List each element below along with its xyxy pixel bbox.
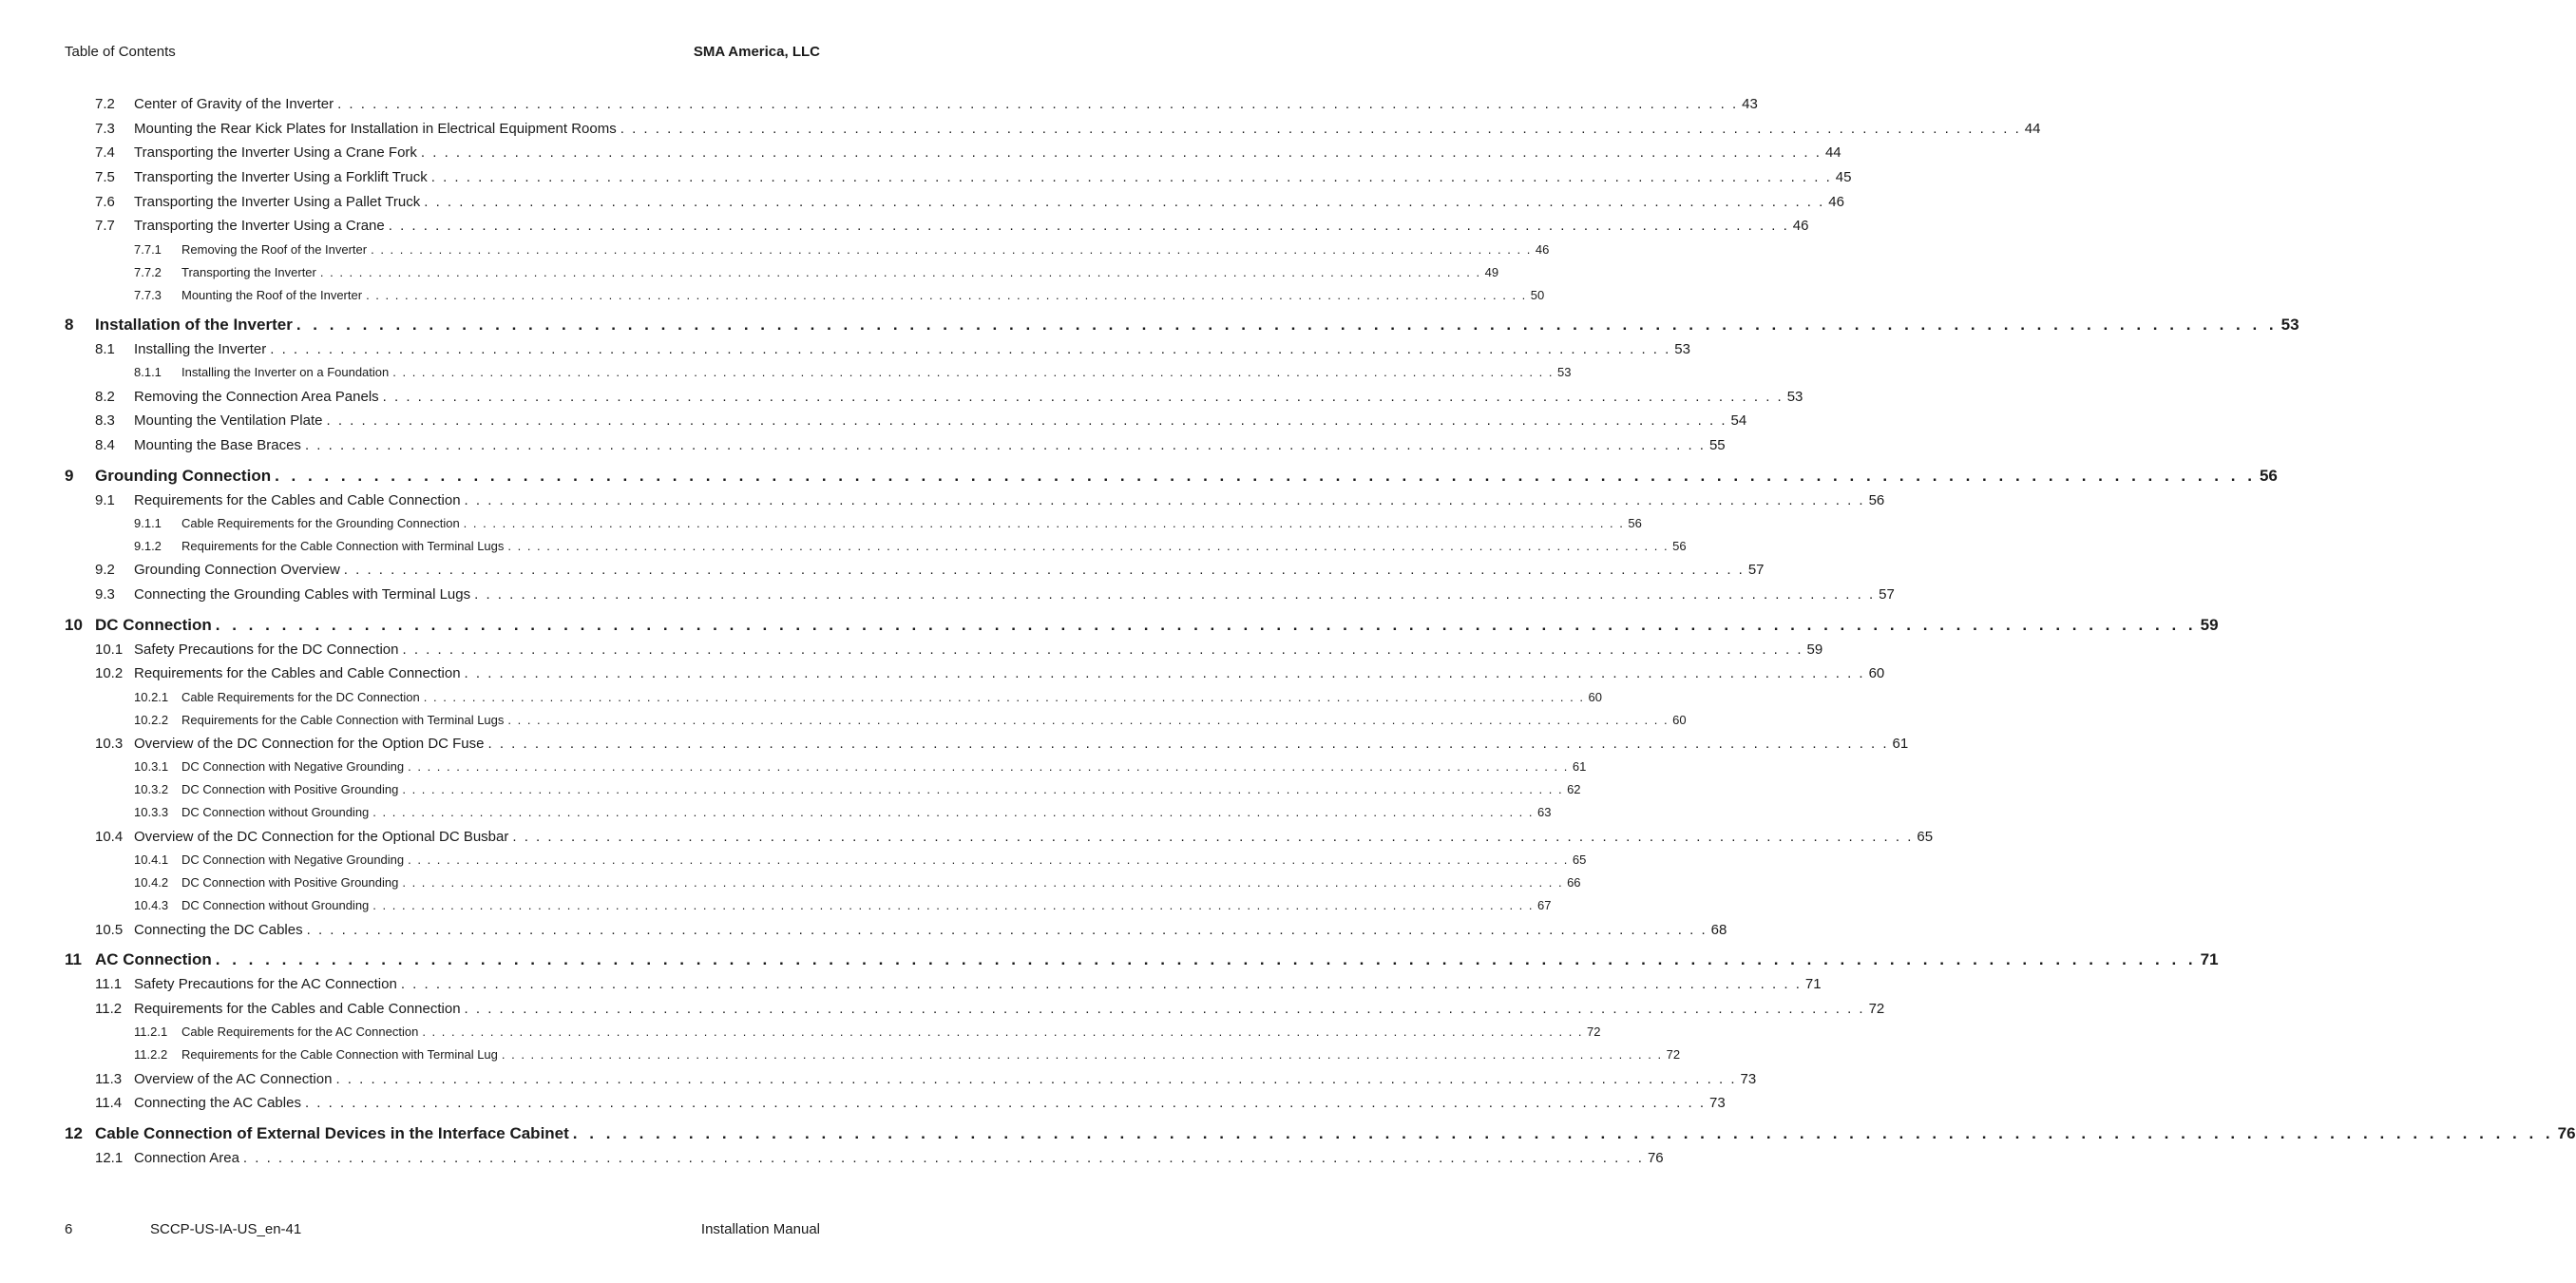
toc-entry-number: 9.1	[95, 492, 115, 508]
toc-entry[interactable]	[95, 736, 1909, 756]
toc-entry-page: 53	[2280, 316, 2299, 334]
toc-entry-page: 46	[1828, 194, 1844, 210]
dot-leader: . . . . . . . . . . . . . . . . . . . . . . . . . . . . . . . . . . . . . . . . . . . . . . . . . . . . . . . . . . . . . . . . . . . . . . . . . . . . . . . . . . . . . . . . . . . . . . . . . . . . . . . . . . . . . . . . . . . . . . . .	[372, 805, 1535, 819]
toc-entry-page: 73	[1708, 1095, 1726, 1111]
toc-entry[interactable]	[65, 316, 2299, 336]
toc-entry[interactable]	[95, 96, 1758, 117]
toc-entry-title: Overview of the DC Connection for the Option DC Fuse	[134, 736, 485, 752]
toc-entry-title: Connecting the AC Cables	[134, 1095, 301, 1111]
toc-entry-page: 61	[1892, 736, 1909, 752]
toc-entry[interactable]	[95, 1071, 1757, 1092]
dot-leader: . . . . . . . . . . . . . . . . . . . . . . . . . . . . . . . . . . . . . . . . . . . . . . . . . . . . . . . . . . . . . . . . . . . . . . . . . . . . . . . . . . . . . . . . . . . . . . . . . . . . . . . . . . . . . . . . . . . . . . . .	[372, 898, 1535, 912]
toc-entry-page: 60	[1868, 665, 1885, 681]
toc-entry[interactable]	[134, 805, 1552, 826]
toc-entry[interactable]	[95, 829, 1934, 850]
toc-entry-title: DC Connection with Negative Grounding	[181, 852, 405, 867]
toc-entry[interactable]	[134, 759, 1587, 780]
toc-entry-number: 11	[65, 950, 82, 968]
toc-entry-page: 56	[1628, 516, 1642, 530]
toc-entry-title: DC Connection with Negative Grounding	[181, 759, 405, 774]
dot-leader: . . . . . . . . . . . . . . . . . . . . . . . . . . . . . . . . . . . . . . . . . . . . . . . . . . . . . . . . . . . . . . . . . . . . . . . . . . . . . . . . . . . . . . . . . . . . . . . . . . . . . . . . . . . . . . . . . . . . . . . .	[424, 194, 1825, 210]
toc-entry-title: Safety Precautions for the DC Connection	[134, 642, 399, 658]
toc-entry-page: 56	[2259, 467, 2278, 485]
toc-entry[interactable]	[65, 1124, 2576, 1145]
toc-entry-page: 57	[1747, 562, 1765, 578]
toc-entry-title: Requirements for the Cable Connection with Terminal Lugs	[181, 539, 505, 553]
toc-entry-number: 7.7.2	[134, 265, 162, 279]
toc-entry-title: Mounting the Roof of the Inverter	[181, 288, 363, 302]
dot-leader: . . . . . . . . . . . . . . . . . . . . . . . . . . . . . . . . . . . . . . . . . . . . . . . . . . . . . . . . . . . . . . . . . . . . . . . . . . . . . . . . . . . . . . . . . . . . . . . . . . . . . . . . . . . . . . . . . . . . . . . .	[420, 144, 1822, 161]
toc-entry[interactable]	[65, 616, 2219, 637]
toc-entry[interactable]	[95, 976, 1822, 997]
toc-entry[interactable]	[134, 365, 1572, 386]
toc-entry-title: Safety Precautions for the AC Connection	[134, 976, 397, 992]
toc-entry-page: 60	[1672, 713, 1687, 727]
toc-entry[interactable]	[95, 389, 1803, 410]
toc-entry-page: 68	[1710, 922, 1727, 938]
toc-entry-number: 9	[65, 467, 74, 485]
toc-entry-number: 11.3	[95, 1071, 123, 1087]
dot-leader: . . . . . . . . . . . . . . . . . . . . . . . . . . . . . . . . . . . . . . . . . . . . . . . . . . . . . . . . . . . . . . . . . . . . . . . . . . . . . . . . . . . . . . . . . . . . . . . . . . . . . . . . . . . . . . . . . . . . . . . .	[392, 365, 1554, 379]
toc-entry-page: 53	[1557, 365, 1572, 379]
dot-leader: . . . . . . . . . . . . . . . . . . . . . . . . . . . . . . . . . . . . . . . . . . . . . . . . . . . . . . . . . . . . . . . . . . . . . . . . . . . . . . . . . . . . . . . . . . . . . . . . . . . . . . . . . . . . . . . . . . . . . . . .	[388, 218, 1789, 234]
toc-entry-title: DC Connection with Positive Grounding	[181, 875, 399, 890]
dot-leader: . . . . . . . . . . . . . . . . . . . . . . . . . . . . . . . . . . . . . . . . . . . . . . . . . . . . . . . . . . . . . . . . . . . . . . . . . . . . . . . . . . . . . . . . . . . . . . . . . . . . . . . . . . . . . . . . . . . . . . . .	[304, 437, 1706, 453]
toc-entry-title: Cable Requirements for the DC Connection	[181, 690, 420, 704]
toc-entry[interactable]	[134, 516, 1642, 537]
dot-leader: . . . . . . . . . . . . . . . . . . . . . . . . . . . . . . . . . . . . . . . . . . . . . . . . . . . . . . . . . . . . . . . . . . . . . . . . . . . . . . . . . . . . . . . . . . . . . . . . . . . . . . . . . . . . . . . . . . . . . . . .	[507, 713, 1670, 727]
dot-leader: . . . . . . . . . . . . . . . . . . . . . . . . . . . . . . . . . . . . . . . . . . . . . . . . . . . . . . . . . . . . . . . . . . . . . . . . . . . . . . . . . . . . . . . . . . . . . . . . . . . . . . . . . . . . . . . . . . . . . . . .	[464, 665, 1865, 681]
dot-leader: . . . . . . . . . . . . . . . . . . . . . . . . . . . . . . . . . . . . . . . . . . . . . . . . . . . . . . . . . . . . . . . . . . . . . . . . . . . . . . . . . . . . . . . . . . . . . . . . . . . . . . . . . . . . . . . . . . . . . . . .	[501, 1047, 1663, 1062]
dot-leader: . . . . . . . . . . . . . . . . . . . . . . . . . . . . . . . . . . . . . . . . . . . . . . . . . . . . . . . . . . . . . . . . . . . . . . . . . . . . . . . . . . . . . . . . . . . . . . . . . . . . . . . . . . . . . . . . . . . . . . . .	[215, 616, 2197, 634]
toc-entry[interactable]	[95, 437, 1726, 458]
toc-entry-number: 7.6	[95, 194, 115, 210]
toc-entry-title: Cable Requirements for the Grounding Connection	[181, 516, 460, 530]
toc-entry-number: 9.1.2	[134, 539, 162, 553]
dot-leader: . . . . . . . . . . . . . . . . . . . . . . . . . . . . . . . . . . . . . . . . . . . . . . . . . . . . . . . . . . . . . . . . . . . . . . . . . . . . . . . . . . . . . . . . . . . . . . . . . . . . . . . . . . . . . . . . . . . . . . . .	[335, 1071, 1737, 1087]
toc-entry-number: 10.2.1	[134, 690, 169, 704]
dot-leader: . . . . . . . . . . . . . . . . . . . . . . . . . . . . . . . . . . . . . . . . . . . . . . . . . . . . . . . . . . . . . . . . . . . . . . . . . . . . . . . . . . . . . . . . . . . . . . . . . . . . . . . . . . . . . . . . . . . . . . . .	[402, 782, 1564, 796]
toc-entry-title: Transporting the Inverter Using a Pallet Truck	[134, 194, 421, 210]
toc-entry-title: Connecting the DC Cables	[134, 922, 303, 938]
toc-entry-page: 57	[1879, 586, 1895, 603]
toc-entry-number: 11.2	[95, 1001, 123, 1017]
toc-entry-number: 7.5	[95, 169, 115, 185]
toc-entry-title: Removing the Roof of the Inverter	[181, 242, 368, 257]
toc-entry-title: AC Connection	[95, 950, 212, 968]
toc-entry[interactable]	[134, 713, 1687, 734]
toc-entry-page: 65	[1917, 829, 1934, 845]
toc-entry[interactable]	[134, 690, 1602, 711]
toc-entry-page: 73	[1740, 1071, 1757, 1087]
dot-leader: . . . . . . . . . . . . . . . . . . . . . . . . . . . . . . . . . . . . . . . . . . . . . . . . . . . . . . . . . . . . . . . . . . . . . . . . . . . . . . . . . . . . . . . . . . . . . . . . . . . . . . . . . . . . . . . . . . . . . . . .	[215, 950, 2197, 968]
toc-entry-page: 66	[1567, 875, 1581, 890]
dot-leader: . . . . . . . . . . . . . . . . . . . . . . . . . . . . . . . . . . . . . . . . . . . . . . . . . . . . . . . . . . . . . . . . . . . . . . . . . . . . . . . . . . . . . . . . . . . . . . . . . . . . . . . . . . . . . . . . . . . . . . . .	[487, 736, 1889, 752]
toc-entry-number: 8.2	[95, 389, 115, 405]
toc-entry[interactable]	[65, 467, 2278, 488]
header-company-name: SMA America, LLC	[693, 43, 820, 60]
toc-entry-number: 10.5	[95, 922, 124, 938]
page-footer	[65, 1218, 820, 1239]
dot-leader: . . . . . . . . . . . . . . . . . . . . . . . . . . . . . . . . . . . . . . . . . . . . . . . . . . . . . . . . . . . . . . . . . . . . . . . . . . . . . . . . . . . . . . . . . . . . . . . . . . . . . . . . . . . . . . . . . . . . . . . .	[464, 492, 1865, 508]
page-header	[65, 41, 820, 62]
toc-entry[interactable]	[65, 950, 2219, 971]
toc-entry-page: 59	[2200, 616, 2219, 634]
toc-entry[interactable]	[95, 562, 1765, 583]
toc-entry-title: Cable Connection of External Devices in the Interface Cabinet	[95, 1124, 569, 1142]
toc-entry-page: 46	[1535, 242, 1550, 257]
header-section-title: Table of Contents	[65, 43, 176, 60]
toc-entry-page: 76	[1647, 1150, 1664, 1166]
toc-entry[interactable]	[95, 1150, 1664, 1171]
toc-entry[interactable]	[95, 586, 1895, 607]
toc-entry-page: 44	[1824, 144, 1841, 161]
toc-entry-number: 7.7.3	[134, 288, 162, 302]
toc-entry-number: 10.1	[95, 642, 124, 658]
toc-entry-number: 10.3.2	[134, 782, 169, 796]
dot-leader: . . . . . . . . . . . . . . . . . . . . . . . . . . . . . . . . . . . . . . . . . . . . . . . . . . . . . . . . . . . . . . . . . . . . . . . . . . . . . . . . . . . . . . . . . . . . . . . . . . . . . . . . . . . . . . . . . . . . . . . .	[402, 875, 1564, 890]
dot-leader: . . . . . . . . . . . . . . . . . . . . . . . . . . . . . . . . . . . . . . . . . . . . . . . . . . . . . . . . . . . . . . . . . . . . . . . . . . . . . . . . . . . . . . . . . . . . . . . . . . . . . . . . . . . . . . . . . . . . . . . .	[400, 976, 1802, 992]
toc-entry-number: 10	[65, 616, 83, 634]
toc-entry[interactable]	[134, 1047, 1681, 1068]
toc-entry-number: 7.4	[95, 144, 115, 161]
toc-entry[interactable]	[95, 169, 1852, 190]
toc-entry-title: Mounting the Rear Kick Plates for Installation in Electrical Equipment Rooms	[134, 121, 617, 137]
toc-entry[interactable]	[134, 539, 1687, 560]
toc-entry[interactable]	[95, 341, 1690, 362]
toc-entry-page: 71	[2200, 950, 2219, 968]
toc-entry-title: DC Connection	[95, 616, 212, 634]
footer-document-id: SCCP-US-IA-US_en-41	[150, 1220, 302, 1237]
toc-entry-number: 8	[65, 316, 74, 334]
toc-entry-number: 8.1	[95, 341, 115, 357]
toc-entry-title: Grounding Connection	[95, 467, 272, 485]
dot-leader: . . . . . . . . . . . . . . . . . . . . . . . . . . . . . . . . . . . . . . . . . . . . . . . . . . . . . . . . . . . . . . . . . . . . . . . . . . . . . . . . . . . . . . . . . . . . . . . . . . . . . . . . . . . . . . . . . . . . . . . .	[319, 265, 1481, 279]
toc-entry-title: Installing the Inverter on a Foundation	[181, 365, 390, 379]
toc-entry-page: 71	[1804, 976, 1822, 992]
toc-entry-page: 56	[1672, 539, 1687, 553]
footer-document-type: Installation Manual	[700, 1220, 820, 1237]
toc-entry-page: 53	[1674, 341, 1690, 357]
dot-leader: . . . . . . . . . . . . . . . . . . . . . . . . . . . . . . . . . . . . . . . . . . . . . . . . . . . . . . . . . . . . . . . . . . . . . . . . . . . . . . . . . . . . . . . . . . . . . . . . . . . . . . . . . . . . . . . . . . . . . . . .	[371, 242, 1532, 257]
toc-entry-title: Transporting the Inverter Using a Crane	[134, 218, 385, 234]
toc-entry[interactable]	[134, 898, 1552, 919]
toc-entry-number: 9.3	[95, 586, 115, 603]
toc-entry-page: 53	[1786, 389, 1803, 405]
toc-entry-page: 54	[1730, 412, 1747, 429]
toc-entry-page: 50	[1530, 288, 1545, 302]
dot-leader: . . . . . . . . . . . . . . . . . . . . . . . . . . . . . . . . . . . . . . . . . . . . . . . . . . . . . . . . . . . . . . . . . . . . . . . . . . . . . . . . . . . . . . . . . . . . . . . . . . . . . . . . . . . . . . . . . . . . . . . .	[337, 96, 1739, 112]
toc-entry-title: Requirements for the Cable Connection with Terminal Lug	[181, 1047, 498, 1062]
toc-entry-number: 12.1	[95, 1150, 124, 1166]
toc-entry-title: Overview of the AC Connection	[134, 1071, 333, 1087]
toc-entry-number: 10.4	[95, 829, 124, 845]
dot-leader: . . . . . . . . . . . . . . . . . . . . . . . . . . . . . . . . . . . . . . . . . . . . . . . . . . . . . . . . . . . . . . . . . . . . . . . . . . . . . . . . . . . . . . . . . . . . . . . . . . . . . . . . . . . . . . . . . . . . . . . .	[512, 829, 1914, 845]
toc-entry-page: 44	[2024, 121, 2041, 137]
toc-entry-number: 10.4.3	[134, 898, 169, 912]
toc-entry[interactable]	[134, 852, 1587, 873]
toc-entry-number: 8.1.1	[134, 365, 162, 379]
dot-leader: . . . . . . . . . . . . . . . . . . . . . . . . . . . . . . . . . . . . . . . . . . . . . . . . . . . . . . . . . . . . . . . . . . . . . . . . . . . . . . . . . . . . . . . . . . . . . . . . . . . . . . . . . . . . . . . . . . . . . . . .	[296, 316, 2278, 334]
toc-entry-title: Transporting the Inverter Using a Crane Fork	[134, 144, 417, 161]
toc-entry-number: 12	[65, 1124, 83, 1142]
toc-entry-page: 59	[1806, 642, 1823, 658]
toc-entry-title: Requirements for the Cable Connection with Terminal Lugs	[181, 713, 505, 727]
toc-entry-title: Requirements for the Cables and Cable Connection	[134, 1001, 461, 1017]
toc-entry-title: DC Connection without Grounding	[181, 898, 370, 912]
toc-entry-page: 56	[1868, 492, 1885, 508]
dot-leader: . . . . . . . . . . . . . . . . . . . . . . . . . . . . . . . . . . . . . . . . . . . . . . . . . . . . . . . . . . . . . . . . . . . . . . . . . . . . . . . . . . . . . . . . . . . . . . . . . . . . . . . . . . . . . . . . . . . . . . . .	[572, 1124, 2554, 1142]
toc-entry[interactable]	[134, 875, 1581, 896]
toc-entry[interactable]	[134, 265, 1499, 286]
toc-entry-title: Mounting the Ventilation Plate	[134, 412, 323, 429]
footer-page-number: 6	[65, 1220, 73, 1237]
dot-leader: . . . . . . . . . . . . . . . . . . . . . . . . . . . . . . . . . . . . . . . . . . . . . . . . . . . . . . . . . . . . . . . . . . . . . . . . . . . . . . . . . . . . . . . . . . . . . . . . . . . . . . . . . . . . . . . . . . . . . . . .	[326, 412, 1727, 429]
toc-entry-number: 10.3.3	[134, 805, 169, 819]
toc-entry-page: 49	[1484, 265, 1499, 279]
toc-entry-page: 43	[1742, 96, 1758, 112]
dot-leader: . . . . . . . . . . . . . . . . . . . . . . . . . . . . . . . . . . . . . . . . . . . . . . . . . . . . . . . . . . . . . . . . . . . . . . . . . . . . . . . . . . . . . . . . . . . . . . . . . . . . . . . . . . . . . . . . . . . . . . . .	[306, 922, 1708, 938]
dot-leader: . . . . . . . . . . . . . . . . . . . . . . . . . . . . . . . . . . . . . . . . . . . . . . . . . . . . . . . . . . . . . . . . . . . . . . . . . . . . . . . . . . . . . . . . . . . . . . . . . . . . . . . . . . . . . . . . . . . . . . . .	[242, 1150, 1644, 1166]
dot-leader: . . . . . . . . . . . . . . . . . . . . . . . . . . . . . . . . . . . . . . . . . . . . . . . . . . . . . . . . . . . . . . . . . . . . . . . . . . . . . . . . . . . . . . . . . . . . . . . . . . . . . . . . . . . . . . . . . . . . . . . .	[304, 1095, 1706, 1111]
toc-entry-title: Mounting the Base Braces	[134, 437, 301, 453]
toc-entry[interactable]	[95, 218, 1809, 239]
toc-entry[interactable]	[134, 242, 1550, 263]
toc-entry-title: Transporting the Inverter Using a Forklift Truck	[134, 169, 428, 185]
dot-leader: . . . . . . . . . . . . . . . . . . . . . . . . . . . . . . . . . . . . . . . . . . . . . . . . . . . . . . . . . . . . . . . . . . . . . . . . . . . . . . . . . . . . . . . . . . . . . . . . . . . . . . . . . . . . . . . . . . . . . . . .	[408, 852, 1569, 867]
dot-leader: . . . . . . . . . . . . . . . . . . . . . . . . . . . . . . . . . . . . . . . . . . . . . . . . . . . . . . . . . . . . . . . . . . . . . . . . . . . . . . . . . . . . . . . . . . . . . . . . . . . . . . . . . . . . . . . . . . . . . . . .	[408, 759, 1569, 774]
toc-entry-title: DC Connection without Grounding	[181, 805, 370, 819]
toc-entry-number: 7.7	[95, 218, 115, 234]
toc-entry-page: 62	[1567, 782, 1581, 796]
toc-entry-number: 7.2	[95, 96, 115, 112]
toc-entry-number: 9.2	[95, 562, 115, 578]
toc-entry-title: Installing the Inverter	[134, 341, 267, 357]
toc-entry-title: Requirements for the Cables and Cable Connection	[134, 492, 461, 508]
dot-leader: . . . . . . . . . . . . . . . . . . . . . . . . . . . . . . . . . . . . . . . . . . . . . . . . . . . . . . . . . . . . . . . . . . . . . . . . . . . . . . . . . . . . . . . . . . . . . . . . . . . . . . . . . . . . . . . . . . . . . . . .	[343, 562, 1745, 578]
dot-leader: . . . . . . . . . . . . . . . . . . . . . . . . . . . . . . . . . . . . . . . . . . . . . . . . . . . . . . . . . . . . . . . . . . . . . . . . . . . . . . . . . . . . . . . . . . . . . . . . . . . . . . . . . . . . . . . . . . . . . . . .	[402, 642, 1803, 658]
toc-entry[interactable]	[95, 412, 1747, 433]
toc-entry-number: 8.3	[95, 412, 115, 429]
toc-entry-number: 10.3.1	[134, 759, 169, 774]
toc-entry-number: 10.4.1	[134, 852, 169, 867]
dot-leader: . . . . . . . . . . . . . . . . . . . . . . . . . . . . . . . . . . . . . . . . . . . . . . . . . . . . . . . . . . . . . . . . . . . . . . . . . . . . . . . . . . . . . . . . . . . . . . . . . . . . . . . . . . . . . . . . . . . . . . . .	[423, 690, 1585, 704]
toc-entry-title: Connection Area	[134, 1150, 239, 1166]
dot-leader: . . . . . . . . . . . . . . . . . . . . . . . . . . . . . . . . . . . . . . . . . . . . . . . . . . . . . . . . . . . . . . . . . . . . . . . . . . . . . . . . . . . . . . . . . . . . . . . . . . . . . . . . . . . . . . . . . . . . . . . .	[366, 288, 1527, 302]
toc-entry-page: 72	[1868, 1001, 1885, 1017]
toc-entry-title: Requirements for the Cables and Cable Connection	[134, 665, 461, 681]
toc-entry[interactable]	[95, 665, 1885, 686]
toc-entry-number: 7.3	[95, 121, 115, 137]
toc-entry-title: Cable Requirements for the AC Connection	[181, 1024, 419, 1039]
toc-entry-page: 67	[1537, 898, 1552, 912]
toc-entry-number: 9.1.1	[134, 516, 162, 530]
toc-entry-page: 72	[1666, 1047, 1681, 1062]
dot-leader: . . . . . . . . . . . . . . . . . . . . . . . . . . . . . . . . . . . . . . . . . . . . . . . . . . . . . . . . . . . . . . . . . . . . . . . . . . . . . . . . . . . . . . . . . . . . . . . . . . . . . . . . . . . . . . . . . . . . . . . .	[430, 169, 1832, 185]
dot-leader: . . . . . . . . . . . . . . . . . . . . . . . . . . . . . . . . . . . . . . . . . . . . . . . . . . . . . . . . . . . . . . . . . . . . . . . . . . . . . . . . . . . . . . . . . . . . . . . . . . . . . . . . . . . . . . . . . . . . . . . .	[620, 121, 2021, 137]
toc-entry[interactable]	[95, 121, 2041, 142]
toc-entry-number: 11.4	[95, 1095, 123, 1111]
toc-entry[interactable]	[95, 1001, 1885, 1022]
toc-entry-title: Removing the Connection Area Panels	[134, 389, 379, 405]
toc-entry-title: Overview of the DC Connection for the Optional DC Busbar	[134, 829, 509, 845]
toc-entry-number: 7.7.1	[134, 242, 162, 257]
toc-entry-page: 72	[1587, 1024, 1601, 1039]
toc-entry[interactable]	[134, 1024, 1601, 1045]
toc-entry-number: 10.2.2	[134, 713, 169, 727]
toc-entry-number: 10.3	[95, 736, 124, 752]
toc-entry-page: 45	[1835, 169, 1852, 185]
dot-leader: . . . . . . . . . . . . . . . . . . . . . . . . . . . . . . . . . . . . . . . . . . . . . . . . . . . . . . . . . . . . . . . . . . . . . . . . . . . . . . . . . . . . . . . . . . . . . . . . . . . . . . . . . . . . . . . . . . . . . . . .	[507, 539, 1670, 553]
toc-entry[interactable]	[95, 922, 1727, 943]
toc-entry-title: Connecting the Grounding Cables with Terminal Lugs	[134, 586, 471, 603]
dot-leader: . . . . . . . . . . . . . . . . . . . . . . . . . . . . . . . . . . . . . . . . . . . . . . . . . . . . . . . . . . . . . . . . . . . . . . . . . . . . . . . . . . . . . . . . . . . . . . . . . . . . . . . . . . . . . . . . . . . . . . . .	[270, 341, 1671, 357]
dot-leader: . . . . . . . . . . . . . . . . . . . . . . . . . . . . . . . . . . . . . . . . . . . . . . . . . . . . . . . . . . . . . . . . . . . . . . . . . . . . . . . . . . . . . . . . . . . . . . . . . . . . . . . . . . . . . . . . . . . . . . . .	[275, 467, 2256, 485]
dot-leader: . . . . . . . . . . . . . . . . . . . . . . . . . . . . . . . . . . . . . . . . . . . . . . . . . . . . . . . . . . . . . . . . . . . . . . . . . . . . . . . . . . . . . . . . . . . . . . . . . . . . . . . . . . . . . . . . . . . . . . . .	[382, 389, 1784, 405]
toc-entry-title: Center of Gravity of the Inverter	[134, 96, 334, 112]
toc-entry-page: 76	[2557, 1124, 2576, 1142]
toc-entry[interactable]	[134, 782, 1581, 803]
toc-entry-page: 55	[1708, 437, 1726, 453]
toc-entry[interactable]	[95, 1095, 1726, 1116]
toc-entry-title: Grounding Connection Overview	[134, 562, 340, 578]
dot-leader: . . . . . . . . . . . . . . . . . . . . . . . . . . . . . . . . . . . . . . . . . . . . . . . . . . . . . . . . . . . . . . . . . . . . . . . . . . . . . . . . . . . . . . . . . . . . . . . . . . . . . . . . . . . . . . . . . . . . . . . .	[464, 1001, 1865, 1017]
toc-entry-title: Transporting the Inverter	[181, 265, 316, 279]
toc-entry[interactable]	[95, 642, 1823, 662]
toc-entry[interactable]	[95, 194, 1844, 215]
toc-entry[interactable]	[95, 492, 1885, 513]
toc-entry-number: 11.2.1	[134, 1024, 168, 1039]
toc-entry-number: 11.1	[95, 976, 123, 992]
toc-entry-page: 61	[1572, 759, 1587, 774]
toc-entry-page: 46	[1792, 218, 1809, 234]
toc-entry-title: DC Connection with Positive Grounding	[181, 782, 399, 796]
toc-entry-page: 60	[1588, 690, 1602, 704]
toc-entry[interactable]	[134, 288, 1545, 309]
toc-entry-number: 10.4.2	[134, 875, 169, 890]
toc-entry-page: 65	[1572, 852, 1587, 867]
toc-entry-number: 8.4	[95, 437, 115, 453]
toc-entry-number: 11.2.2	[134, 1047, 168, 1062]
dot-leader: . . . . . . . . . . . . . . . . . . . . . . . . . . . . . . . . . . . . . . . . . . . . . . . . . . . . . . . . . . . . . . . . . . . . . . . . . . . . . . . . . . . . . . . . . . . . . . . . . . . . . . . . . . . . . . . . . . . . . . . .	[422, 1024, 1584, 1039]
dot-leader: . . . . . . . . . . . . . . . . . . . . . . . . . . . . . . . . . . . . . . . . . . . . . . . . . . . . . . . . . . . . . . . . . . . . . . . . . . . . . . . . . . . . . . . . . . . . . . . . . . . . . . . . . . . . . . . . . . . . . . . .	[474, 586, 1876, 603]
toc-entry[interactable]	[95, 144, 1841, 165]
toc-entry-title: Installation of the Inverter	[95, 316, 293, 334]
toc-entry-page: 63	[1537, 805, 1552, 819]
toc-entry-number: 10.2	[95, 665, 124, 681]
dot-leader: . . . . . . . . . . . . . . . . . . . . . . . . . . . . . . . . . . . . . . . . . . . . . . . . . . . . . . . . . . . . . . . . . . . . . . . . . . . . . . . . . . . . . . . . . . . . . . . . . . . . . . . . . . . . . . . . . . . . . . . .	[463, 516, 1625, 530]
